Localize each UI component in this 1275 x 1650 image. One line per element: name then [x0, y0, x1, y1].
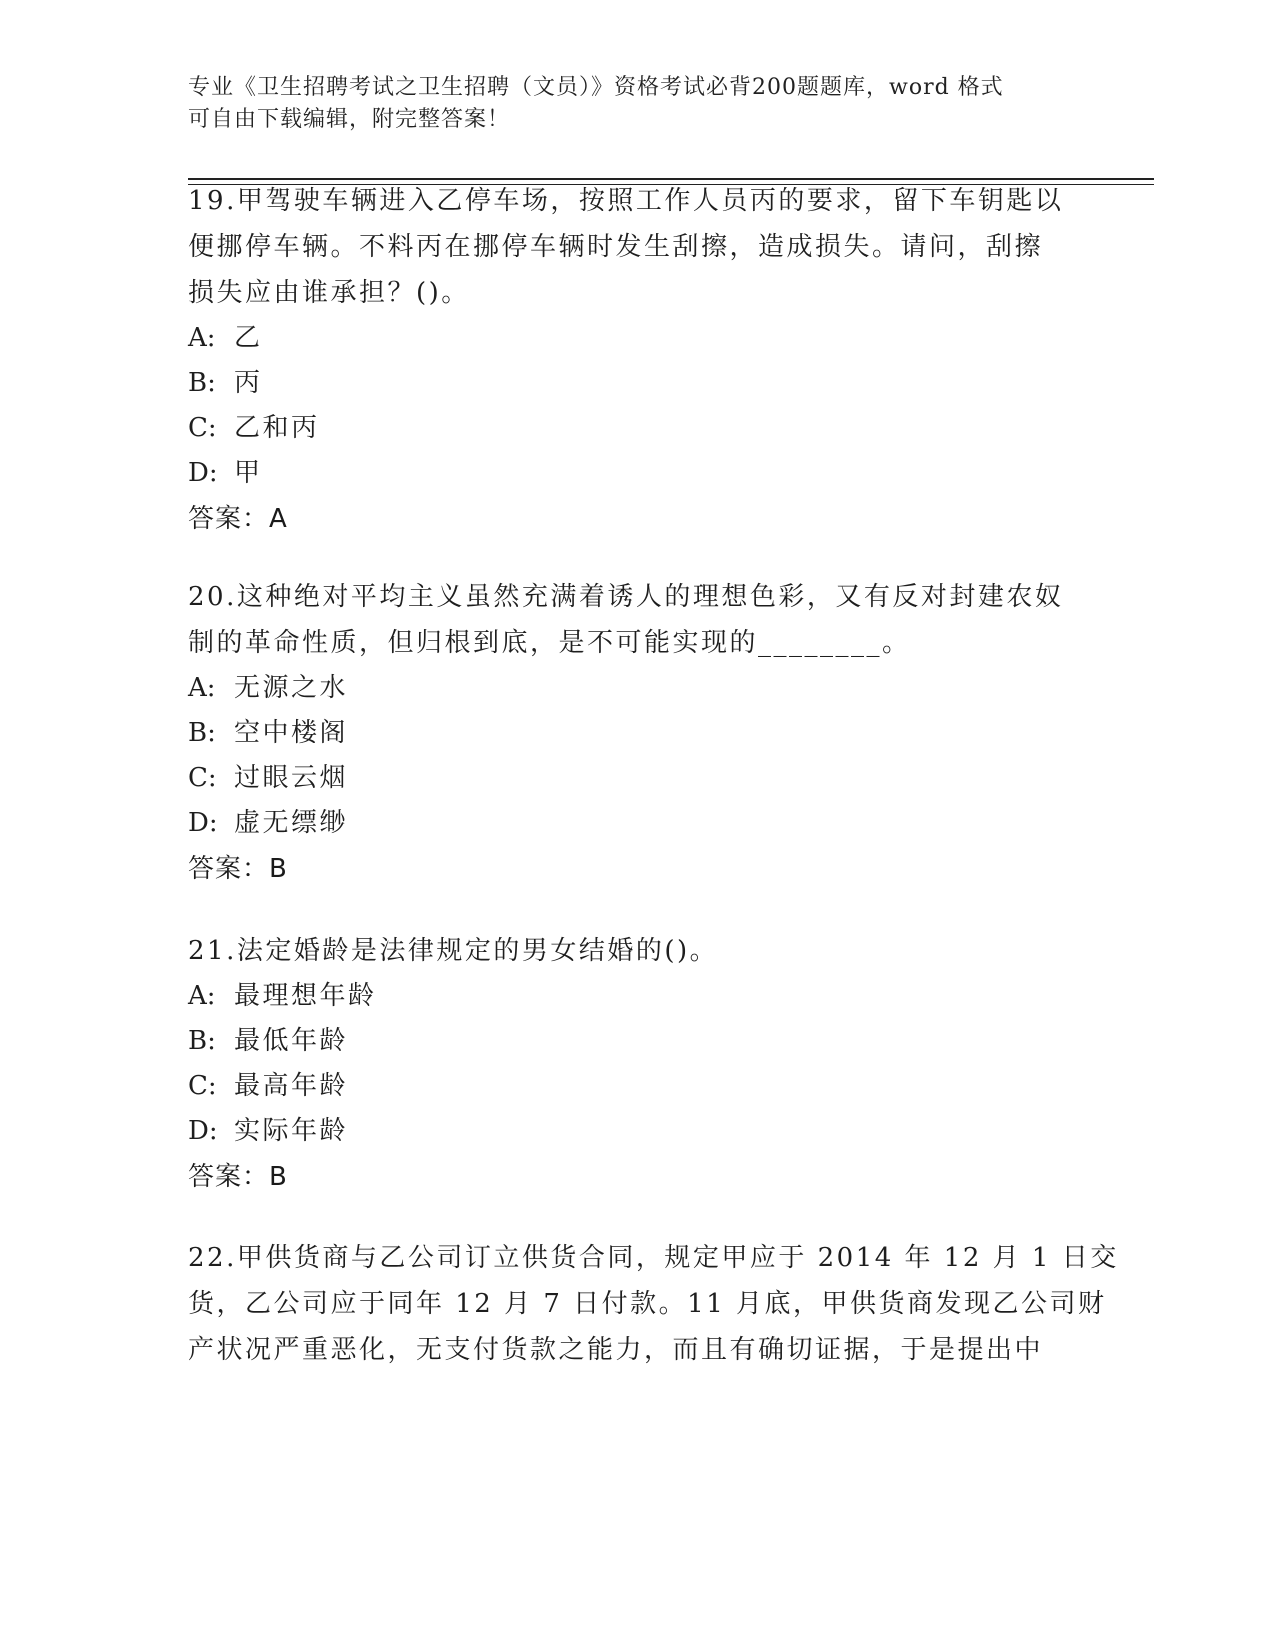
- question-text-line: 20.这种绝对平均主义虽然充满着诱人的理想色彩，又有反对封建农奴: [188, 582, 1064, 612]
- question-text-line: 19.甲驾驶车辆进入乙停车场，按照工作人员丙的要求，留下车钥匙以: [188, 186, 1064, 216]
- option-text: 甲: [234, 458, 263, 488]
- header-line-2: 可自由下载编辑，附完整答案！: [188, 107, 511, 132]
- header-line-1: 专业《卫生招聘考试之卫生招聘（文员）》资格考试必背200题题库，word 格式: [188, 75, 1004, 100]
- question-text-line: 货，乙公司应于同年 12 月 7 日付款。11 月底，甲供货商发现乙公司财: [188, 1289, 1107, 1319]
- question-20: [188, 574, 1088, 892]
- option-text: 最理想年龄: [234, 981, 377, 1011]
- option-a: [188, 316, 1088, 361]
- option-key: D:: [188, 1116, 218, 1146]
- answer-line: 答案：B: [188, 1162, 288, 1192]
- question-text-line: 产状况严重恶化，无支付货款之能力，而且有确切证据，于是提出中: [188, 1335, 1044, 1365]
- option-key: B:: [188, 1026, 216, 1056]
- option-b: [188, 711, 1088, 756]
- answer-line: 答案：A: [188, 504, 288, 534]
- option-text: 空中楼阁: [234, 718, 349, 748]
- option-a: [188, 974, 1088, 1019]
- question-text-line: 便挪停车辆。不料丙在挪停车辆时发生刮擦，造成损失。请问，刮擦: [188, 232, 1044, 262]
- answer-line: 答案：B: [188, 854, 288, 884]
- option-c: [188, 1064, 1088, 1109]
- option-text: 过眼云烟: [234, 763, 349, 793]
- option-text: 实际年龄: [234, 1116, 349, 1146]
- option-key: B:: [188, 718, 216, 748]
- option-text: 乙: [234, 323, 263, 353]
- question-text-line: 21.法定婚龄是法律规定的男女结婚的()。: [188, 936, 719, 966]
- option-text: 最低年龄: [234, 1026, 349, 1056]
- option-key: A:: [188, 673, 216, 703]
- option-d: [188, 451, 1088, 496]
- option-key: C:: [188, 763, 217, 793]
- option-b: [188, 361, 1088, 406]
- option-b: [188, 1019, 1088, 1064]
- option-text: 虚无缥缈: [234, 808, 349, 838]
- option-c: [188, 406, 1088, 451]
- question-text-line: 制的革命性质，但归根到底，是不可能实现的________。: [188, 628, 911, 658]
- option-key: D:: [188, 458, 218, 488]
- option-c: [188, 756, 1088, 801]
- option-key: C:: [188, 1071, 217, 1101]
- option-key: D:: [188, 808, 218, 838]
- question-text-line: 损失应由谁承担？()。: [188, 278, 470, 308]
- option-d: [188, 801, 1088, 846]
- option-text: 无源之水: [234, 673, 349, 703]
- option-text: 丙: [234, 368, 263, 398]
- question-19: [188, 178, 1088, 542]
- option-a: [188, 666, 1088, 711]
- option-key: A:: [188, 323, 216, 353]
- option-key: A:: [188, 981, 216, 1011]
- question-21: [188, 928, 1088, 1200]
- option-d: [188, 1109, 1088, 1154]
- question-text-line: 22.甲供货商与乙公司订立供货合同，规定甲应于 2014 年 12 月 1 日交: [188, 1243, 1119, 1273]
- option-key: B:: [188, 368, 216, 398]
- option-key: C:: [188, 413, 217, 443]
- option-text: 乙和丙: [234, 413, 320, 443]
- option-text: 最高年龄: [234, 1071, 349, 1101]
- document-header: [188, 72, 1088, 136]
- question-22: [188, 1235, 1119, 1373]
